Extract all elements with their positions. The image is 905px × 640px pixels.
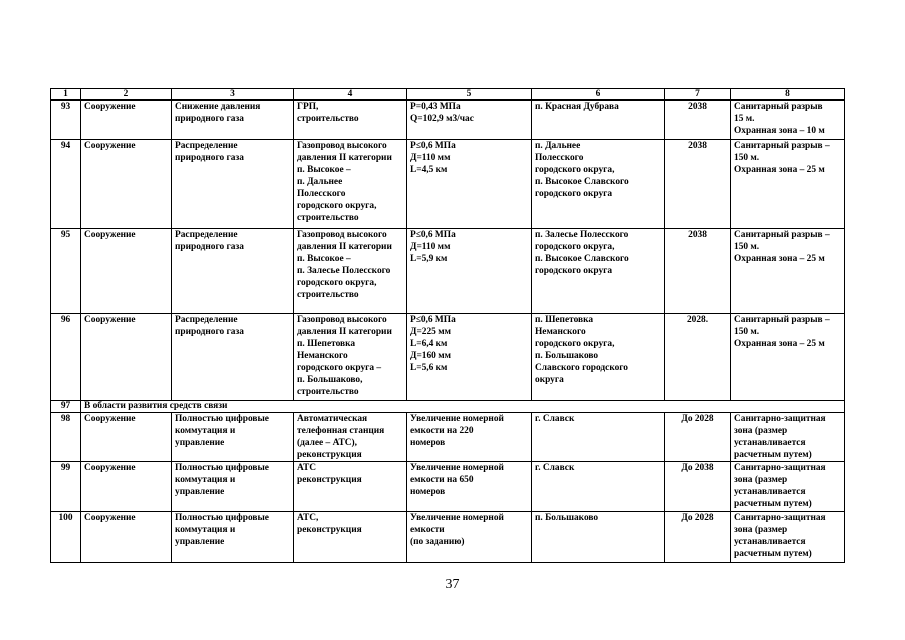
object-type: Сооружение	[81, 412, 172, 461]
completion-year: До 2028	[665, 412, 731, 461]
table-row	[51, 100, 845, 139]
object-parameters: P≤0,6 МПа Д=225 мм L=6,4 км Д=160 мм L=5,6 км	[407, 313, 532, 400]
row-number: 93	[51, 100, 81, 139]
object-name: АТС, реконструкция	[294, 511, 407, 562]
object-location: п. Залесье Полесского городского округа, п. Высокое Славского городского округа	[532, 228, 665, 313]
column-header: 6	[532, 89, 665, 101]
column-header: 7	[665, 89, 731, 101]
object-parameters: P≤0,6 МПа Д=110 мм L=4,5 км	[407, 139, 532, 228]
object-type: Сооружение	[81, 313, 172, 400]
object-name: АТС реконструкция	[294, 461, 407, 511]
object-location: п. Шепетовка Неманского городского округа, п. Большаково Славского городского округа	[532, 313, 665, 400]
object-purpose: Распределение природного газа	[172, 313, 294, 400]
table-row	[51, 139, 845, 228]
object-name: ГРП, строительство	[294, 100, 407, 139]
object-location: г. Славск	[532, 412, 665, 461]
object-name: Газопровод высокого давления II категории п. Шепетовка Неманского городского округа – п. Большаково, строительство	[294, 313, 407, 400]
protection-zone: Санитарный разрыв – 150 м. Охранная зона – 25 м	[731, 313, 845, 400]
object-purpose: Полностью цифровые коммутация и управление	[172, 412, 294, 461]
object-purpose: Полностью цифровые коммутация и управление	[172, 461, 294, 511]
page-number: 37	[445, 577, 460, 592]
column-header: 2	[81, 89, 172, 101]
object-location: п. Большаково	[532, 511, 665, 562]
completion-year: До 2038	[665, 461, 731, 511]
table-row	[51, 412, 845, 461]
object-type: Сооружение	[81, 139, 172, 228]
row-number: 99	[51, 461, 81, 511]
protection-zone: Санитарный разрыв – 150 м. Охранная зона – 25 м	[731, 228, 845, 313]
completion-year: 2038	[665, 139, 731, 228]
column-header: 1	[51, 89, 81, 101]
completion-year: 2038	[665, 100, 731, 139]
row-number: 97	[51, 400, 81, 412]
table-row	[51, 228, 845, 313]
object-type: Сооружение	[81, 228, 172, 313]
column-header: 8	[731, 89, 845, 101]
table-row	[51, 511, 845, 562]
object-purpose: Снижение давления природного газа	[172, 100, 294, 139]
object-type: Сооружение	[81, 100, 172, 139]
section-row	[51, 400, 845, 412]
object-purpose: Распределение природного газа	[172, 228, 294, 313]
object-type: Сооружение	[81, 461, 172, 511]
column-header: 4	[294, 89, 407, 101]
object-parameters: Увеличение номерной емкости на 220 номеров	[407, 412, 532, 461]
protection-zone: Санитарно-защитная зона (размер устанавливается расчетным путем)	[731, 412, 845, 461]
object-name: Газопровод высокого давления II категории п. Высокое – п. Залесье Полесского городского округа, строительство	[294, 228, 407, 313]
table-row	[51, 461, 845, 511]
object-location: п. Красная Дубрава	[532, 100, 665, 139]
object-parameters: Увеличение номерной емкости на 650 номеров	[407, 461, 532, 511]
completion-year: До 2028	[665, 511, 731, 562]
object-purpose: Полностью цифровые коммутация и управление	[172, 511, 294, 562]
object-parameters: P=0,43 МПа Q=102,9 м3/час	[407, 100, 532, 139]
object-type: Сооружение	[81, 511, 172, 562]
section-title: В области развития средств связи	[81, 400, 845, 412]
column-header: 3	[172, 89, 294, 101]
row-number: 98	[51, 412, 81, 461]
protection-zone: Санитарный разрыв 15 м. Охранная зона – 10 м	[731, 100, 845, 139]
row-number: 96	[51, 313, 81, 400]
row-number: 94	[51, 139, 81, 228]
column-header: 5	[407, 89, 532, 101]
object-location: г. Славск	[532, 461, 665, 511]
object-name: Газопровод высокого давления II категории п. Высокое – п. Дальнее Полесского городского округа, строительство	[294, 139, 407, 228]
object-parameters: P≤0,6 МПа Д=110 мм L=5,9 км	[407, 228, 532, 313]
object-name: Автоматическая телефонная станция (далее – АТС), реконструкция	[294, 412, 407, 461]
document-table	[50, 88, 845, 563]
protection-zone: Санитарно-защитная зона (размер устанавливается расчетным путем)	[731, 511, 845, 562]
protection-zone: Санитарный разрыв – 150 м. Охранная зона – 25 м	[731, 139, 845, 228]
protection-zone: Санитарно-защитная зона (размер устанавливается расчетным путем)	[731, 461, 845, 511]
object-purpose: Распределение природного газа	[172, 139, 294, 228]
header-row	[51, 89, 845, 101]
table-row	[51, 313, 845, 400]
object-location: п. Дальнее Полесского городского округа, п. Высокое Славского городского округа	[532, 139, 665, 228]
object-parameters: Увеличение номерной емкости (по заданию)	[407, 511, 532, 562]
row-number: 95	[51, 228, 81, 313]
row-number: 100	[51, 511, 81, 562]
completion-year: 2038	[665, 228, 731, 313]
completion-year: 2028.	[665, 313, 731, 400]
